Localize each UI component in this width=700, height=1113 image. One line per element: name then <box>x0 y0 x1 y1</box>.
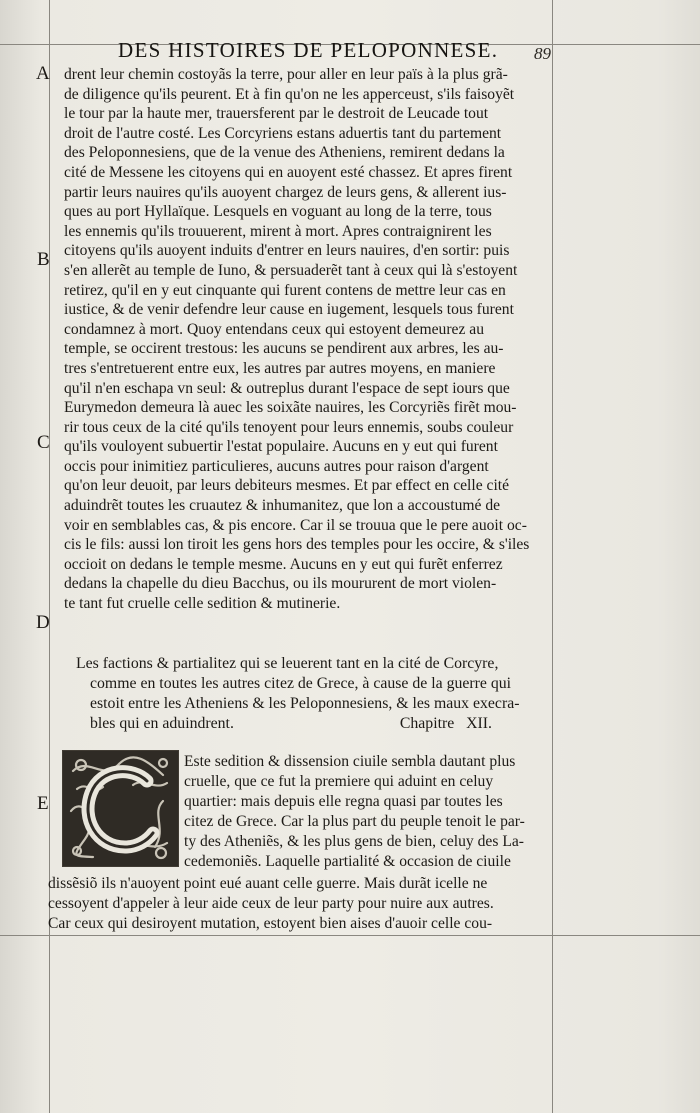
text-line: ques au port Hyllaïque. Lesquels en voguant au long de la terre, tous <box>64 203 492 221</box>
text-line: occis pour inimitiez particulieres, aucuns autres pour raison d'argent <box>64 457 489 475</box>
chapter-summary <box>76 654 546 734</box>
foliage-ornament-icon <box>63 751 178 866</box>
chapter-continuation <box>48 874 548 934</box>
text-line: qu'ils vouloyent subuertir l'estat populaire. Aucuns en y eut qui furent <box>64 438 498 456</box>
summary-line: Les factions & partialitez qui se leuerent tant en la cité de Corcyre, <box>76 655 499 672</box>
text-line: tres s'entretuerent entre eux, les autres par autres moyens, en maniere <box>64 359 496 377</box>
chapter-label: Chapitre <box>399 715 455 732</box>
text-line: quartier: mais depuis elle regna quasi par toutes les <box>184 793 503 810</box>
text-line: partir leurs nauires qu'ils auoyent chargez de leurs gens, & allerent ius- <box>64 183 507 201</box>
text-line: retirez, qu'il en y eut cinquante qui furent contens de mettre leur cas en <box>64 281 506 299</box>
running-head: DES HISTOIRES DE PELOPONNESE. <box>118 38 499 62</box>
text-line: cité de Messene les citoyens qui en auoyent esté chassez. Et apres firent <box>64 163 513 181</box>
main-text <box>64 65 552 614</box>
text-line: voir en semblables cas, & pis encore. Car il se trouua que le pere auoit oc- <box>64 516 527 534</box>
chapter-number: XII. <box>466 715 492 732</box>
text-line: dissẽsiõ ils n'auoyent point eué auant celle guerre. Mais durãt icelle ne <box>48 875 488 892</box>
text-line: cessoyent d'appeler à leur aide ceux de leur party pour nuire aux autres. <box>48 895 494 912</box>
text-line: qu'il n'en eschapa vn seul: & outreplus durant l'espace de sept iours que <box>64 379 510 397</box>
summary-line-end: bles qui en aduindrent. <box>90 715 234 732</box>
text-line: droit de l'autre costé. Les Corcyriens estans aduertis tant du partement <box>64 124 502 142</box>
summary-line: comme en toutes les autres citez de Grece, à cause de la guerre qui <box>90 675 512 692</box>
lower-rule <box>0 935 700 936</box>
text-line: de diligence qu'ils peurent. Et à fin qu'on ne les apperceust, s'ils faisoyẽt <box>64 85 515 103</box>
text-line: Este sedition & dissension ciuile sembla dautant plus <box>184 753 516 770</box>
text-line: cruelle, que ce fut la premiere qui aduint en celuy <box>184 773 494 790</box>
summary-last-line <box>76 714 546 734</box>
text-line: drent leur chemin costoyãs la terre, pour aller en leur païs à la plus grã- <box>64 66 508 83</box>
margin-letter-a: A <box>36 63 50 84</box>
text-line: Eurymedon demeura là auec les soixãte nauires, les Corcyriẽs firẽt mou- <box>64 399 517 417</box>
text-line: des Peloponnesiens, que de la venue des Atheniens, remirent dedans la <box>64 144 505 162</box>
chapter-opening <box>184 752 546 872</box>
margin-letter-d: D <box>36 612 50 633</box>
text-line: Car ceux qui desiroyent mutation, estoyent bien aises d'auoir celle cou- <box>48 915 493 932</box>
page-number: 89 <box>534 44 551 63</box>
text-line: aduindrẽt toutes les cruautez & inhumanitez, que lon a accoustumé de <box>64 497 501 515</box>
left-margin-rule <box>49 0 50 1113</box>
text-line: condamnez à mort. Quoy entendans ceux qui estoyent demeurez au <box>64 320 485 338</box>
text-line: iustice, & de venir defendre leur cause en iugement, lesquels tous furent <box>64 301 514 319</box>
text-line: occioit on dedans le temple mesme. Aucuns en y eut qui furẽt enferrez <box>64 555 503 573</box>
text-line: temple, se occirent trestous: les aucuns se pendirent aux arbres, les au- <box>64 340 504 358</box>
text-line: rir tous ceux de la cité qu'ils tenoyent pour leurs ennemis, soubs couleur <box>64 418 514 436</box>
text-line: le tour par la haute mer, trauersferent par le destroit de Leucade tout <box>64 105 489 123</box>
chapter-heading <box>400 714 492 734</box>
text-line: ty des Atheniẽs, & les plus gens de bien, celuy des La- <box>184 833 524 850</box>
margin-letter-b: B <box>37 249 50 270</box>
margin-letter-e: E <box>37 793 49 814</box>
text-line: dedans la chapelle du dieu Bacchus, ou ils moururent de mort violen- <box>64 575 497 593</box>
margin-letter-c: C <box>37 432 50 453</box>
right-margin-rule <box>552 0 553 1113</box>
text-line: les ennemis qu'ils trouuerent, mirent à mort. Apres contraignirent les <box>64 222 492 240</box>
text-line: s'en allerẽt au temple de Iuno, & persuaderẽt tant à ceux qui là s'estoyent <box>64 261 518 279</box>
text-line: citoyens qu'ils auoyent induits d'entrer en leurs nauires, d'en sortir: puis <box>64 242 510 260</box>
text-line: citez de Grece. Car la plus part du peuple tenoit le par- <box>184 813 525 830</box>
decorated-initial <box>62 750 179 867</box>
text-line: cis le fils: aussi lon tiroit les gens hors des temples pour les occire, & s'iles <box>64 536 530 554</box>
text-line: cedemoniẽs. Laquelle partialité & occasion de ciuile <box>184 853 511 870</box>
text-line: te tant fut cruelle celle sedition & mutinerie. <box>64 595 341 613</box>
summary-line: estoit entre les Atheniens & les Peloponnesiens, & les maux execra- <box>90 695 520 712</box>
text-line: qu'on leur deuoit, par leurs debiteurs mesmes. Et par effect en celle cité <box>64 477 510 495</box>
